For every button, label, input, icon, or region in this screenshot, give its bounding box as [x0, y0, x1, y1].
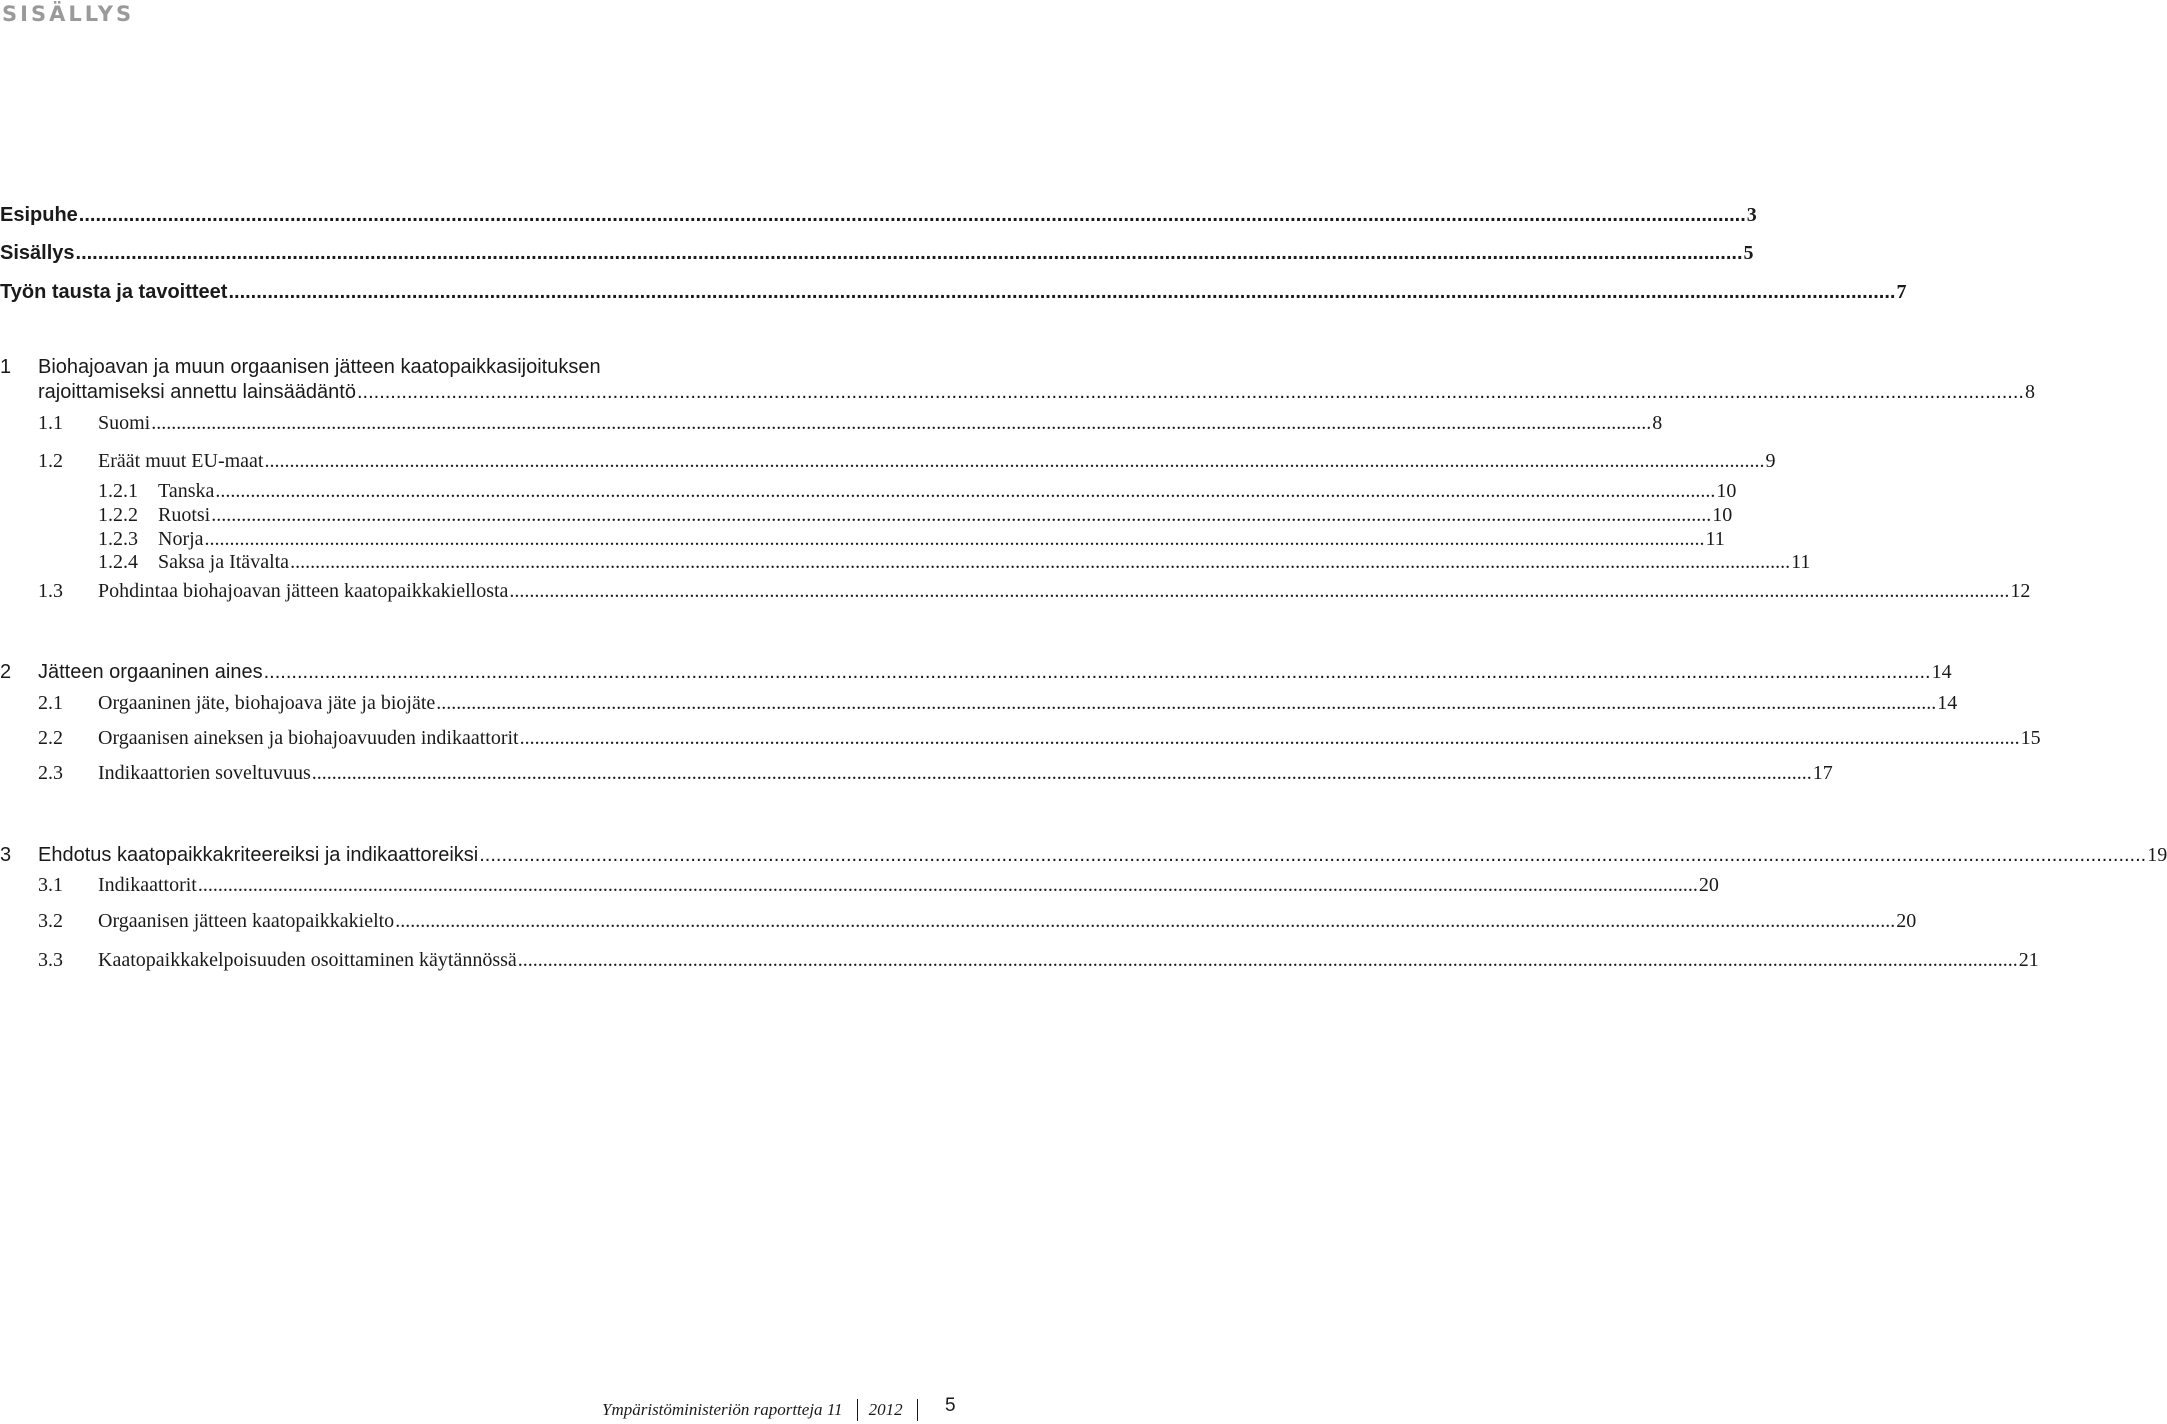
- toc-leader: ............................................................................................................................................................................................................................................................................................................: [264, 450, 1765, 472]
- toc-title: Eräät muut EU-maat: [98, 450, 264, 472]
- toc-title: Sisällys: [0, 242, 75, 264]
- toc-number: 3.2: [38, 910, 63, 932]
- toc-leader: ............................................................................................................................................................................................................................................................................................................: [215, 480, 1716, 502]
- toc-number: 3: [0, 844, 12, 866]
- toc-section-3-2[interactable]: [0, 910, 1917, 933]
- toc-section-1-3[interactable]: [0, 580, 2031, 603]
- toc-page: 7: [1896, 281, 1907, 303]
- toc-subsection-1-2-1[interactable]: [0, 480, 1737, 503]
- toc-page: 12: [2010, 580, 2031, 602]
- toc-leader: ............................................................................................................................................................................................................................................................................................................: [311, 762, 1812, 784]
- toc-title: rajoittamiseksi annettu lainsäädäntö: [38, 381, 356, 403]
- toc-title: Orgaaninen jäte, biohajoava jäte ja biojäte: [98, 692, 436, 714]
- toc-section-1-1[interactable]: [0, 412, 1663, 435]
- toc-leader: ............................................................................................................................................................................................................................................................................................................: [517, 949, 2018, 971]
- toc-leader: ............................................................................................................................................................................................................................................................................................................: [197, 874, 1698, 896]
- toc-leader: ............................................................................................................................................................................................................................................................................................................: [228, 281, 1896, 303]
- toc-page: 20: [1698, 874, 1719, 896]
- toc-title: Indikaattorit: [98, 874, 197, 896]
- footer-year: 2012: [868, 1400, 903, 1419]
- toc-chapter-1-line1[interactable]: [0, 356, 790, 379]
- toc-leader: ............................................................................................................................................................................................................................................................................................................: [151, 412, 1652, 434]
- toc-number: 1: [0, 356, 12, 378]
- toc-page: 11: [1791, 551, 1811, 573]
- toc-number: 1.2.1: [98, 480, 138, 502]
- toc-page: 15: [2020, 727, 2041, 749]
- toc-leader: ............................................................................................................................................................................................................................................................................................................: [356, 381, 2024, 403]
- toc-number: 2.3: [38, 762, 63, 784]
- toc-page: 17: [1812, 762, 1833, 784]
- toc-page: 21: [2018, 949, 2039, 971]
- toc-section-1-2[interactable]: [0, 450, 1776, 473]
- toc-page: 8: [2024, 381, 2035, 403]
- toc-title: Esipuhe: [0, 204, 78, 226]
- toc-number: 3.3: [38, 949, 63, 971]
- toc-title: Pohdintaa biohajoavan jätteen kaatopaikkakiellosta: [98, 580, 509, 602]
- toc-entry-tausta[interactable]: [0, 281, 1907, 304]
- footer-publication: Ympäristöministeriön raportteja: [602, 1400, 823, 1419]
- toc-title: Työn tausta ja tavoitteet: [0, 281, 228, 303]
- toc-entry-sisallys[interactable]: [0, 242, 1754, 265]
- footer-issue: 11: [826, 1400, 843, 1419]
- toc-page: 8: [1652, 412, 1663, 434]
- toc-leader: ............................................................................................................................................................................................................................................................................................................: [75, 242, 1743, 264]
- toc-page: 10: [1712, 504, 1733, 526]
- toc-title: Orgaanisen jätteen kaatopaikkakielto: [98, 910, 395, 932]
- toc-page: 10: [1716, 480, 1737, 502]
- toc-number: 1.2.2: [98, 504, 138, 526]
- toc-chapter-1-line2[interactable]: [0, 381, 2035, 404]
- toc-leader: ............................................................................................................................................................................................................................................................................................................: [479, 844, 2147, 866]
- toc-subsection-1-2-4[interactable]: [0, 551, 1811, 574]
- toc-number: 1.2.4: [98, 551, 138, 573]
- toc-title: Jätteen orgaaninen aines: [38, 661, 263, 683]
- toc-entry-esipuhe[interactable]: [0, 204, 1757, 227]
- toc-page: 5: [1743, 242, 1754, 264]
- toc-page: 14: [1931, 661, 1952, 683]
- toc-chapter-3[interactable]: [0, 844, 2167, 867]
- toc-page: 14: [1937, 692, 1958, 714]
- toc-leader: ............................................................................................................................................................................................................................................................................................................: [395, 910, 1896, 932]
- toc-subsection-1-2-2[interactable]: [0, 504, 1733, 527]
- toc-title: Indikaattorien soveltuvuus: [98, 762, 311, 784]
- page-header: SISÄLLYS: [2, 2, 135, 26]
- toc-leader: ............................................................................................................................................................................................................................................................................................................: [263, 661, 1931, 683]
- footer-page-number: 5: [945, 1395, 956, 1416]
- toc-section-3-1[interactable]: [0, 874, 1719, 897]
- toc-number: 1.1: [38, 412, 63, 434]
- toc-section-3-3[interactable]: [0, 949, 2039, 972]
- toc-title: Biohajoavan ja muun orgaanisen jätteen kaatopaikkasijoituksen: [38, 356, 601, 378]
- toc-chapter-2[interactable]: [0, 661, 1952, 684]
- toc-number: 1.2.3: [98, 528, 138, 550]
- toc-title: Ruotsi: [158, 504, 211, 526]
- toc-leader: ............................................................................................................................................................................................................................................................................................................: [519, 727, 2020, 749]
- toc-leader: ............................................................................................................................................................................................................................................................................................................: [509, 580, 2010, 602]
- toc-leader: ............................................................................................................................................................................................................................................................................................................: [78, 204, 1746, 226]
- toc-title: Ehdotus kaatopaikkakriteereiksi ja indikaattoreiksi: [38, 844, 479, 866]
- toc-number: 3.1: [38, 874, 63, 896]
- toc-leader: ............................................................................................................................................................................................................................................................................................................: [436, 692, 1937, 714]
- toc-page: 20: [1896, 910, 1917, 932]
- toc-title: Saksa ja Itävalta: [158, 551, 290, 573]
- toc-number: 2.2: [38, 727, 63, 749]
- footer-separator: [917, 1399, 918, 1421]
- toc-number: 2: [0, 661, 12, 683]
- toc-section-2-2[interactable]: [0, 727, 2041, 750]
- toc-leader: ............................................................................................................................................................................................................................................................................................................: [290, 551, 1791, 573]
- toc-leader: ............................................................................................................................................................................................................................................................................................................: [204, 528, 1705, 550]
- toc-section-2-3[interactable]: [0, 762, 1833, 785]
- toc-leader: ............................................................................................................................................................................................................................................................................................................: [211, 504, 1712, 526]
- footer-separator: [857, 1399, 858, 1421]
- toc-page: 3: [1746, 204, 1757, 226]
- toc-section-2-1[interactable]: [0, 692, 1958, 715]
- toc-title: Norja: [158, 528, 204, 550]
- toc-title: Tanska: [158, 480, 215, 502]
- toc-subsection-1-2-3[interactable]: [0, 528, 1725, 551]
- toc-page: 9: [1765, 450, 1776, 472]
- toc-title: Suomi: [98, 412, 151, 434]
- toc-title: Orgaanisen aineksen ja biohajoavuuden indikaattorit: [98, 727, 519, 749]
- toc-number: 1.2: [38, 450, 63, 472]
- toc-page: 19: [2147, 844, 2167, 866]
- toc-title: Kaatopaikkakelpoisuuden osoittaminen käytännössä: [98, 949, 517, 971]
- toc-page: 11: [1705, 528, 1725, 550]
- toc-number: 2.1: [38, 692, 63, 714]
- toc-number: 1.3: [38, 580, 63, 602]
